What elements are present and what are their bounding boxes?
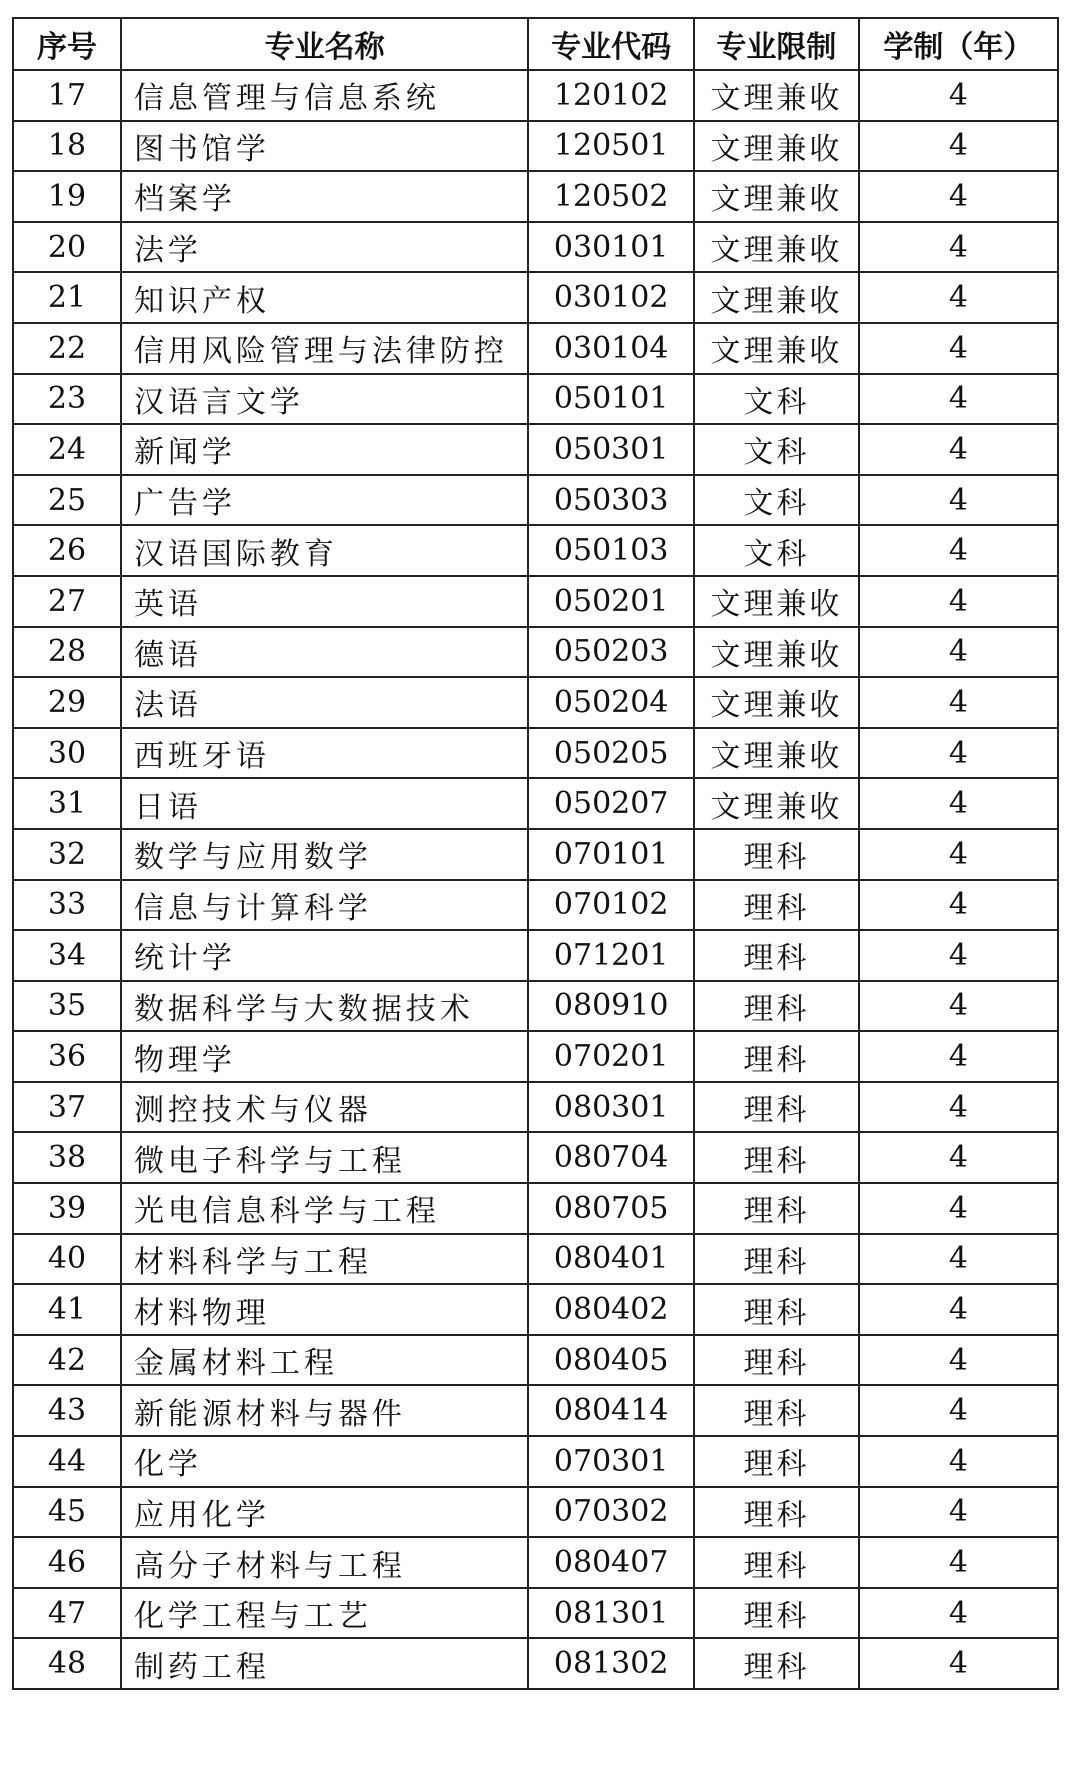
major-restriction-cell: 文理兼收 [694, 272, 859, 323]
table-row [13, 778, 1058, 829]
header-major-code: 专业代码 [528, 18, 694, 70]
major-restriction-cell: 理科 [694, 1183, 859, 1234]
duration-years-cell: 4 [859, 1234, 1058, 1285]
table-row [13, 525, 1058, 576]
duration-years-cell: 4 [859, 1385, 1058, 1436]
major-restriction-cell: 文理兼收 [694, 576, 859, 627]
major-restriction-cell: 文理兼收 [694, 677, 859, 728]
major-code-cell: 071201 [528, 930, 694, 981]
major-restriction-cell: 理科 [694, 1588, 859, 1639]
major-name-cell: 测控技术与仪器 [121, 1082, 528, 1133]
major-restriction-cell: 文理兼收 [694, 627, 859, 678]
serial-number-cell: 41 [13, 1284, 121, 1335]
major-restriction-cell: 理科 [694, 1638, 859, 1689]
major-code-cell: 050301 [528, 424, 694, 475]
major-code-cell: 120102 [528, 70, 694, 121]
table-row [13, 272, 1058, 323]
header-row [13, 18, 1058, 70]
majors-table [12, 17, 1059, 1690]
major-name-cell: 广告学 [121, 475, 528, 526]
duration-years-cell: 4 [859, 1588, 1058, 1639]
major-code-cell: 080910 [528, 981, 694, 1032]
major-code-cell: 050204 [528, 677, 694, 728]
serial-number-cell: 22 [13, 323, 121, 374]
table-row [13, 981, 1058, 1032]
table-row [13, 1132, 1058, 1183]
serial-number-cell: 37 [13, 1082, 121, 1133]
table-row [13, 323, 1058, 374]
major-restriction-cell: 文理兼收 [694, 70, 859, 121]
serial-number-cell: 27 [13, 576, 121, 627]
major-code-cell: 081301 [528, 1588, 694, 1639]
serial-number-cell: 20 [13, 222, 121, 273]
serial-number-cell: 38 [13, 1132, 121, 1183]
major-name-cell: 微电子科学与工程 [121, 1132, 528, 1183]
duration-years-cell: 4 [859, 323, 1058, 374]
major-name-cell: 化学 [121, 1436, 528, 1487]
major-name-cell: 统计学 [121, 930, 528, 981]
duration-years-cell: 4 [859, 70, 1058, 121]
table-row [13, 1335, 1058, 1386]
table-header [13, 18, 1058, 70]
major-name-cell: 英语 [121, 576, 528, 627]
major-code-cell: 080401 [528, 1234, 694, 1285]
duration-years-cell: 4 [859, 1082, 1058, 1133]
major-code-cell: 070301 [528, 1436, 694, 1487]
major-code-cell: 080704 [528, 1132, 694, 1183]
duration-years-cell: 4 [859, 222, 1058, 273]
duration-years-cell: 4 [859, 1335, 1058, 1386]
major-name-cell: 化学工程与工艺 [121, 1588, 528, 1639]
major-restriction-cell: 理科 [694, 930, 859, 981]
major-restriction-cell: 理科 [694, 829, 859, 880]
serial-number-cell: 36 [13, 1031, 121, 1082]
major-restriction-cell: 理科 [694, 880, 859, 931]
major-name-cell: 材料物理 [121, 1284, 528, 1335]
duration-years-cell: 4 [859, 424, 1058, 475]
serial-number-cell: 44 [13, 1436, 121, 1487]
duration-years-cell: 4 [859, 374, 1058, 425]
serial-number-cell: 43 [13, 1385, 121, 1436]
table-row [13, 121, 1058, 172]
table-row [13, 171, 1058, 222]
major-code-cell: 050101 [528, 374, 694, 425]
major-name-cell: 档案学 [121, 171, 528, 222]
major-restriction-cell: 文科 [694, 374, 859, 425]
serial-number-cell: 35 [13, 981, 121, 1032]
major-code-cell: 030104 [528, 323, 694, 374]
table-row [13, 1588, 1058, 1639]
major-code-cell: 080414 [528, 1385, 694, 1436]
major-code-cell: 080405 [528, 1335, 694, 1386]
major-name-cell: 信用风险管理与法律防控 [121, 323, 528, 374]
major-name-cell: 法学 [121, 222, 528, 273]
major-name-cell: 汉语言文学 [121, 374, 528, 425]
serial-number-cell: 34 [13, 930, 121, 981]
duration-years-cell: 4 [859, 1436, 1058, 1487]
major-name-cell: 西班牙语 [121, 728, 528, 779]
duration-years-cell: 4 [859, 171, 1058, 222]
table-row [13, 930, 1058, 981]
major-restriction-cell: 理科 [694, 1234, 859, 1285]
serial-number-cell: 33 [13, 880, 121, 931]
table-row [13, 1537, 1058, 1588]
duration-years-cell: 4 [859, 930, 1058, 981]
major-code-cell: 120501 [528, 121, 694, 172]
duration-years-cell: 4 [859, 525, 1058, 576]
major-name-cell: 信息管理与信息系统 [121, 70, 528, 121]
table-row [13, 222, 1058, 273]
major-name-cell: 物理学 [121, 1031, 528, 1082]
duration-years-cell: 4 [859, 829, 1058, 880]
table-row [13, 1234, 1058, 1285]
major-restriction-cell: 文理兼收 [694, 222, 859, 273]
serial-number-cell: 23 [13, 374, 121, 425]
table-row [13, 576, 1058, 627]
serial-number-cell: 26 [13, 525, 121, 576]
major-code-cell: 030102 [528, 272, 694, 323]
table-row [13, 728, 1058, 779]
major-restriction-cell: 理科 [694, 1082, 859, 1133]
major-restriction-cell: 文理兼收 [694, 171, 859, 222]
duration-years-cell: 4 [859, 627, 1058, 678]
major-code-cell: 030101 [528, 222, 694, 273]
major-name-cell: 新能源材料与器件 [121, 1385, 528, 1436]
major-code-cell: 080407 [528, 1537, 694, 1588]
major-restriction-cell: 理科 [694, 1031, 859, 1082]
serial-number-cell: 24 [13, 424, 121, 475]
serial-number-cell: 47 [13, 1588, 121, 1639]
duration-years-cell: 4 [859, 1132, 1058, 1183]
table-row [13, 1031, 1058, 1082]
major-name-cell: 新闻学 [121, 424, 528, 475]
major-code-cell: 050103 [528, 525, 694, 576]
duration-years-cell: 4 [859, 475, 1058, 526]
major-restriction-cell: 文科 [694, 475, 859, 526]
major-restriction-cell: 文理兼收 [694, 323, 859, 374]
major-name-cell: 材料科学与工程 [121, 1234, 528, 1285]
major-code-cell: 050207 [528, 778, 694, 829]
table-row [13, 424, 1058, 475]
serial-number-cell: 40 [13, 1234, 121, 1285]
major-restriction-cell: 理科 [694, 1537, 859, 1588]
serial-number-cell: 46 [13, 1537, 121, 1588]
table-row [13, 1284, 1058, 1335]
duration-years-cell: 4 [859, 1487, 1058, 1538]
major-restriction-cell: 理科 [694, 1385, 859, 1436]
duration-years-cell: 4 [859, 1031, 1058, 1082]
major-code-cell: 050303 [528, 475, 694, 526]
table-row [13, 1082, 1058, 1133]
serial-number-cell: 42 [13, 1335, 121, 1386]
duration-years-cell: 4 [859, 778, 1058, 829]
major-name-cell: 高分子材料与工程 [121, 1537, 528, 1588]
major-restriction-cell: 理科 [694, 1132, 859, 1183]
table-row [13, 475, 1058, 526]
table-body [13, 70, 1058, 1689]
table-row [13, 374, 1058, 425]
major-code-cell: 081302 [528, 1638, 694, 1689]
serial-number-cell: 32 [13, 829, 121, 880]
header-major-name: 专业名称 [121, 18, 528, 70]
major-restriction-cell: 文科 [694, 525, 859, 576]
table-row [13, 880, 1058, 931]
serial-number-cell: 45 [13, 1487, 121, 1538]
serial-number-cell: 30 [13, 728, 121, 779]
duration-years-cell: 4 [859, 728, 1058, 779]
duration-years-cell: 4 [859, 272, 1058, 323]
major-name-cell: 应用化学 [121, 1487, 528, 1538]
major-name-cell: 光电信息科学与工程 [121, 1183, 528, 1234]
major-name-cell: 知识产权 [121, 272, 528, 323]
duration-years-cell: 4 [859, 1284, 1058, 1335]
major-name-cell: 汉语国际教育 [121, 525, 528, 576]
table-row [13, 829, 1058, 880]
major-restriction-cell: 理科 [694, 1284, 859, 1335]
duration-years-cell: 4 [859, 1537, 1058, 1588]
serial-number-cell: 48 [13, 1638, 121, 1689]
major-code-cell: 050201 [528, 576, 694, 627]
serial-number-cell: 17 [13, 70, 121, 121]
major-code-cell: 120502 [528, 171, 694, 222]
major-name-cell: 法语 [121, 677, 528, 728]
serial-number-cell: 25 [13, 475, 121, 526]
major-name-cell: 德语 [121, 627, 528, 678]
major-restriction-cell: 理科 [694, 1487, 859, 1538]
major-name-cell: 信息与计算科学 [121, 880, 528, 931]
major-restriction-cell: 文理兼收 [694, 728, 859, 779]
major-code-cell: 080705 [528, 1183, 694, 1234]
table-row [13, 627, 1058, 678]
table-row [13, 1385, 1058, 1436]
serial-number-cell: 39 [13, 1183, 121, 1234]
major-restriction-cell: 理科 [694, 1335, 859, 1386]
major-code-cell: 070302 [528, 1487, 694, 1538]
major-code-cell: 080402 [528, 1284, 694, 1335]
duration-years-cell: 4 [859, 121, 1058, 172]
major-name-cell: 数学与应用数学 [121, 829, 528, 880]
table-row [13, 70, 1058, 121]
header-serial-number: 序号 [13, 18, 121, 70]
table-row [13, 677, 1058, 728]
major-name-cell: 金属材料工程 [121, 1335, 528, 1386]
major-code-cell: 080301 [528, 1082, 694, 1133]
serial-number-cell: 21 [13, 272, 121, 323]
header-duration-years: 学制（年） [859, 18, 1058, 70]
table-row [13, 1436, 1058, 1487]
duration-years-cell: 4 [859, 1638, 1058, 1689]
major-code-cell: 050203 [528, 627, 694, 678]
serial-number-cell: 19 [13, 171, 121, 222]
major-name-cell: 日语 [121, 778, 528, 829]
major-name-cell: 制药工程 [121, 1638, 528, 1689]
major-restriction-cell: 理科 [694, 981, 859, 1032]
duration-years-cell: 4 [859, 1183, 1058, 1234]
serial-number-cell: 31 [13, 778, 121, 829]
serial-number-cell: 28 [13, 627, 121, 678]
serial-number-cell: 29 [13, 677, 121, 728]
duration-years-cell: 4 [859, 981, 1058, 1032]
table-row [13, 1487, 1058, 1538]
major-name-cell: 图书馆学 [121, 121, 528, 172]
major-restriction-cell: 文理兼收 [694, 778, 859, 829]
major-code-cell: 070101 [528, 829, 694, 880]
header-major-restriction: 专业限制 [694, 18, 859, 70]
major-restriction-cell: 文理兼收 [694, 121, 859, 172]
major-code-cell: 050205 [528, 728, 694, 779]
major-name-cell: 数据科学与大数据技术 [121, 981, 528, 1032]
major-restriction-cell: 理科 [694, 1436, 859, 1487]
serial-number-cell: 18 [13, 121, 121, 172]
major-code-cell: 070102 [528, 880, 694, 931]
table-row [13, 1183, 1058, 1234]
major-code-cell: 070201 [528, 1031, 694, 1082]
duration-years-cell: 4 [859, 576, 1058, 627]
duration-years-cell: 4 [859, 677, 1058, 728]
duration-years-cell: 4 [859, 880, 1058, 931]
table-row [13, 1638, 1058, 1689]
major-restriction-cell: 文科 [694, 424, 859, 475]
